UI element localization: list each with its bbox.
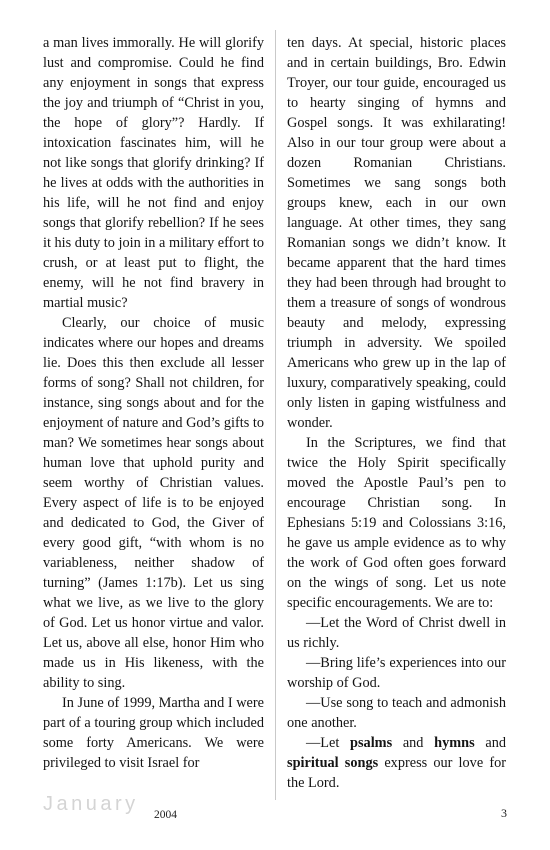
encouragement-item-3: —Use song to teach and admonish one another.: [287, 695, 506, 731]
right-paragraph-2: In the Scriptures, we find that twice the Holy Spirit specifically moved the Apostle Paul’s pen to encourage Christian song. In Ephesians 5:19 and Colossians 3:16, he gave us ample evidence as to why the work of God often goes forward on the wings of song. Let us note specific encouragements. We are to:: [287, 435, 506, 611]
footer-year: 2004: [154, 809, 177, 821]
page-number: 3: [501, 806, 507, 820]
encouragement-item-2: —Bring life’s experiences into our worship of God.: [287, 655, 506, 691]
item-4-connector-2: and: [474, 735, 506, 751]
item-4-bold-spiritual-songs: spiritual songs: [287, 755, 379, 771]
right-column: [287, 33, 506, 793]
encouragement-item-1: —Let the Word of Christ dwell in us richly.: [287, 615, 506, 651]
encouragement-item-4: [287, 733, 506, 793]
left-column: [43, 33, 264, 773]
item-4-lead: —Let: [306, 735, 351, 751]
left-paragraph-1: a man lives immorally. He will glorify lust and compromise. Could he find any enjoyment in songs that express the joy and triumph of “Christ in you, the hope of glory”? Hardly. If intoxication fascinates him, will he not like songs that glorify drinking? If he lives at odds with the authorities in his life, will he not find and enjoy songs that glorify rebellion? If he sees it his duty to join in a military effort to crush, or at least put to flight, the enemy, will he not find bravery in martial music?: [43, 35, 264, 311]
footer-month: January: [43, 793, 139, 815]
right-paragraph-1: ten days. At special, historic places and in certain buildings, Bro. Edwin Troyer, our tour guide, encouraged us to hearty singing of hymns and Gospel songs. It was exhilarating! Also in our tour group were about a dozen Romanian Christians. Sometimes we sang songs both groups knew, each in our own language. At other times, they sang Romanian songs we didn’t know. It became apparent that the hard times they had been through had brought to them a treasure of songs of wondrous beauty and melody, expressing triumph in adversity. We spoiled Americans who grew up in the lap of luxury, comparatively speaking, could only listen in gaping wistfulness and wonder.: [287, 35, 506, 431]
item-4-bold-psalms: psalms: [350, 735, 393, 751]
item-4-bold-hymns: hymns: [434, 735, 475, 751]
item-4-connector-1: and: [392, 735, 435, 751]
item-4-tail: express our love for the Lord.: [287, 755, 506, 791]
column-divider: [275, 30, 276, 800]
left-paragraph-2: Clearly, our choice of music indicates where our hopes and dreams lie. Does this then exclude all lesser forms of song? Shall not children, for instance, sing songs about and for the enjoyment of nature and God’s gifts to man? We sometimes hear songs about human love that uphold purity and seem worthy of Christian values. Every aspect of life is to be enjoyed and dedicated to God, the Giver of every good gift, “with whom is no variableness, neither shadow of turning” (James 1:17b). Let us sing what we live, as we live to the glory of God. Let us honor virtue and valor. Let us, above all else, honor Him who made us in His likeness, with the ability to sing.: [43, 315, 264, 691]
left-paragraph-3: In June of 1999, Martha and I were part of a touring group which included some forty Americans. We were privileged to visit Israel for: [43, 695, 264, 771]
